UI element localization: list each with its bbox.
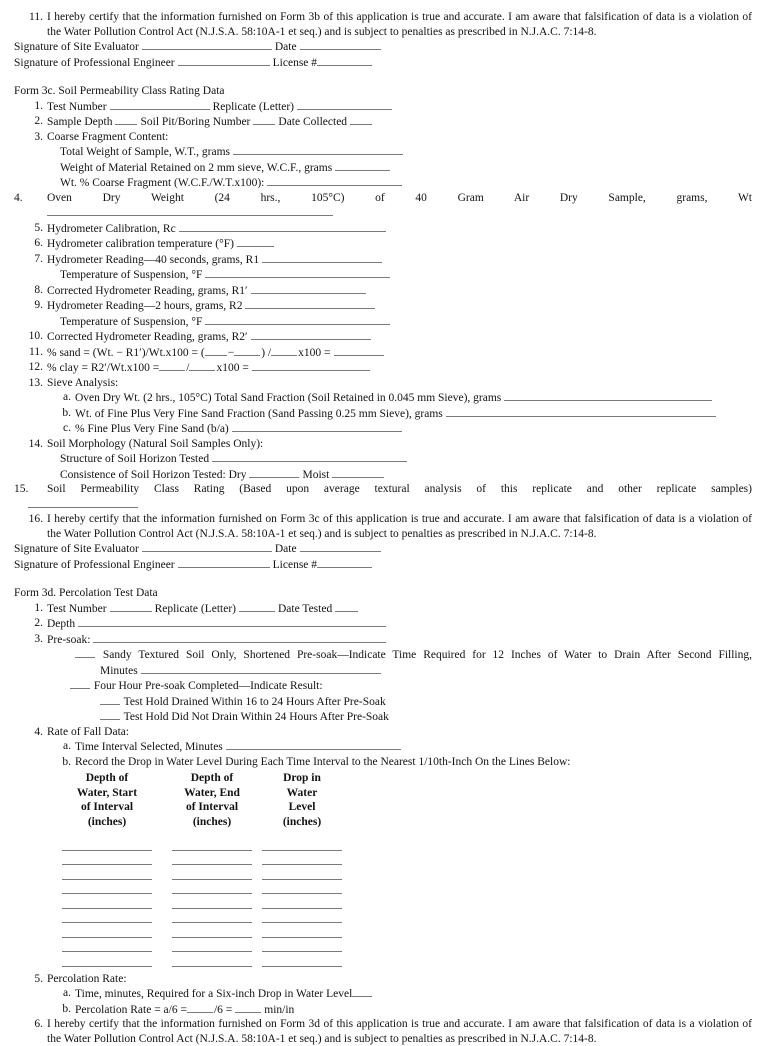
minutes-field[interactable] [141, 663, 381, 674]
fine-sand-fraction-field[interactable] [446, 406, 716, 417]
permeability-class-rating-label: Soil Permeability Class Rating (Based upon average textural analysis of this replicate and other replicate samples) [47, 483, 752, 495]
depth-start-entry-field[interactable] [62, 836, 152, 851]
consistence-moist-label: Moist [302, 468, 330, 481]
col1-header-line: of Interval [80, 801, 134, 813]
suspension-temp-40s-field[interactable] [205, 267, 390, 278]
col1-entry-lines [47, 836, 167, 967]
replicate-letter-field-3d[interactable] [239, 601, 275, 612]
corrected-reading-r2-field[interactable] [251, 329, 371, 340]
form3d-title: Form 3d. Percolation Test Data [14, 587, 158, 599]
drop-entry-field[interactable] [262, 909, 342, 924]
form3c-item-14 [14, 437, 752, 452]
item-number: 7. [34, 252, 43, 265]
soil-structure-row [14, 451, 752, 467]
col2-header-line: Water, End [184, 786, 240, 799]
oven-dry-weight-label: Oven Dry Weight (24 hrs., 105°C) of 40 Gram Air Dry Sample, grams, Wt [47, 191, 752, 204]
form3c-item-4 [14, 191, 752, 206]
depth-end-entry-field[interactable] [172, 865, 252, 880]
percolation-rate-field-2[interactable] [235, 1002, 261, 1013]
sieve-item-b [14, 406, 752, 422]
depth-end-entry-field[interactable] [172, 880, 252, 895]
depth-start-entry-field[interactable] [62, 909, 152, 924]
rate-of-fall-item-b [14, 755, 752, 770]
coarse-fragment-pct-label: Wt. % Coarse Fragment (W.C.F./W.T.x100): [60, 177, 265, 189]
four-hour-checkbox-blank[interactable] [70, 678, 90, 689]
engineer-signature-field-2[interactable] [178, 557, 270, 568]
col1-header-line: Water, Start [76, 786, 138, 799]
pct-fine-sand-field[interactable] [232, 421, 402, 432]
signature-site-evaluator-row-2 [14, 541, 752, 557]
item-number: 9. [34, 299, 43, 311]
pct-clay-x100: x100 = [216, 362, 249, 374]
total-weight-label: Total Weight of Sample, W.T., grams [60, 146, 231, 158]
hydrometer-calibration-field[interactable] [179, 221, 386, 232]
form3c-item-8 [14, 283, 752, 299]
percolation-rate-formula: Percolation Rate = a/6 = [75, 1003, 187, 1016]
depth-end-entry-field[interactable] [172, 836, 252, 851]
pct-sand-field-3[interactable] [271, 345, 297, 356]
form3d-certification-item [14, 1017, 752, 1046]
col2-entry-lines [167, 836, 257, 967]
depth-end-entry-field[interactable] [172, 938, 252, 953]
hydrometer-reading-2h-label: Hydrometer Reading—2 hours, grams, R2 [47, 300, 243, 312]
test-number-field-3d[interactable] [110, 601, 152, 612]
drop-entry-field[interactable] [262, 880, 342, 895]
replicate-letter-label: Replicate (Letter) [154, 602, 236, 615]
column-depth-end [167, 771, 257, 967]
replicate-letter-label: Replicate (Letter) [212, 100, 294, 113]
signature-site-evaluator-label: Signature of Site Evaluator [14, 543, 139, 555]
test-number-label: Test Number [47, 100, 107, 113]
drop-entry-field[interactable] [262, 952, 342, 967]
col3-header-line: Level [288, 801, 316, 813]
presoak-result-drained [14, 694, 752, 710]
soil-pit-boring-field[interactable] [253, 114, 275, 125]
percolation-rate-field-1[interactable] [187, 1002, 213, 1013]
item-number: 11. [29, 345, 43, 358]
item-number: 14. [28, 437, 43, 450]
signature-engineer-row [14, 55, 752, 71]
site-evaluator-signature-field-2[interactable] [142, 541, 272, 552]
item-number: 6. [34, 1018, 43, 1030]
corrected-reading-r2-label: Corrected Hydrometer Reading, grams, R2′ [47, 331, 248, 343]
date-label: Date [274, 41, 297, 53]
col3-entry-lines [257, 836, 347, 967]
coarse-fragment-pct-row [14, 175, 752, 191]
item-number: 8. [34, 283, 43, 296]
item-number: 12. [28, 361, 43, 373]
form3d-item-2 [14, 616, 752, 632]
total-sand-fraction-label: Oven Dry Wt. (2 hrs., 105°C) Total Sand Fraction (Soil Retained in 0.045 mm Sieve), grams [75, 392, 502, 404]
letter: a. [63, 740, 71, 752]
corrected-reading-r1-label: Corrected Hydrometer Reading, grams, R1′ [47, 284, 248, 297]
col2-header-line: of Interval [185, 801, 239, 813]
test-number-field[interactable] [110, 99, 210, 110]
drop-entry-field[interactable] [262, 851, 342, 866]
form3c-item-7 [14, 252, 752, 268]
letter: b. [62, 755, 71, 768]
form3c-certification-item [14, 512, 752, 541]
depth-end-entry-field[interactable] [172, 909, 252, 924]
depth-start-entry-field[interactable] [62, 952, 152, 967]
sample-depth-field[interactable] [115, 114, 137, 125]
calibration-temperature-label: Hydrometer calibration temperature (°F) [47, 238, 234, 250]
col1-header-line: Depth of [85, 772, 129, 784]
form3c-item-15 [14, 482, 752, 497]
col3-header-line: Water [286, 786, 318, 799]
signature-site-evaluator-label: Signature of Site Evaluator [14, 41, 139, 53]
time-interval-field[interactable] [226, 739, 401, 750]
presoak-minutes-row [14, 663, 752, 679]
pct-fine-sand-label: % Fine Plus Very Fine Sand (b/a) [75, 423, 229, 435]
depth-start-entry-field[interactable] [62, 851, 152, 866]
soil-consistence-row [14, 467, 752, 483]
column-depth-start [47, 771, 167, 967]
item-number: 1. [34, 99, 43, 112]
pct-sand-formula: % sand = (Wt. − R1′)/Wt.x100 = ( [47, 346, 205, 359]
item-number: 4. [34, 725, 43, 738]
license-label: License # [272, 56, 318, 69]
sample-depth-label: Sample Depth [47, 116, 113, 128]
percolation-item-b [14, 1002, 752, 1018]
date-field[interactable] [300, 39, 381, 50]
depth-field[interactable] [78, 616, 386, 627]
soil-pit-boring-label: Soil Pit/Boring Number [140, 116, 251, 128]
letter: b. [62, 406, 71, 419]
sieve-item-c [14, 421, 752, 437]
pct-clay-field-2[interactable] [189, 360, 215, 371]
four-hour-option-text: Four Hour Pre-soak Completed—Indicate Result: [93, 680, 323, 692]
form3d-item-3 [14, 632, 752, 648]
pct-sand-field-1[interactable] [205, 345, 227, 356]
weight-retained-field[interactable] [335, 160, 390, 171]
not-drained-checkbox-blank[interactable] [100, 709, 120, 720]
date-tested-field[interactable] [335, 601, 358, 612]
sandy-soil-option-text: Sandy Textured Soil Only, Shortened Pre-soak—Indicate Time Required for 12 Inches of Water to Drain After Second Filling, [102, 649, 752, 661]
depth-end-entry-field[interactable] [172, 923, 252, 938]
hydrometer-calibration-label: Hydrometer Calibration, Rc [47, 222, 176, 235]
date-collected-field[interactable] [350, 114, 372, 125]
time-interval-label: Time Interval Selected, Minutes [75, 741, 223, 753]
form3c-item-3 [14, 130, 752, 145]
item-number: 3. [34, 632, 43, 645]
soil-structure-label: Structure of Soil Horizon Tested [60, 453, 210, 465]
form3c-item-11 [14, 345, 752, 361]
form3d-item-4 [14, 725, 752, 740]
col2-header-line: Depth of [190, 772, 234, 784]
depth-start-entry-field[interactable] [62, 894, 152, 909]
consistence-dry-label: Consistence of Soil Horizon Tested: Dry [60, 468, 247, 481]
hydrometer-reading-2h-field[interactable] [245, 298, 375, 309]
pct-clay-divide: / [186, 362, 190, 374]
item-number: 4. [14, 191, 23, 204]
item-number: 10. [28, 330, 43, 342]
form3d-certification-text: I hereby certify that the information furnished on Form 3d of this application is true and accurate. I am aware that falsification of data is a violation of the Water Pollution Control Act (N.J.S.A. 58:10A-1 et seq.) and is subject to penalties as prescribed in N.J.A.C. 7:14-8. [47, 1018, 752, 1045]
depth-end-entry-field[interactable] [172, 952, 252, 967]
drop-entry-field[interactable] [262, 894, 342, 909]
form3b-certification-item [14, 10, 752, 39]
date-collected-label: Date Collected [278, 116, 348, 128]
presoak-option-sandy [14, 647, 752, 663]
site-evaluator-signature-field[interactable] [142, 39, 272, 50]
soil-morphology-heading: Soil Morphology (Natural Soil Samples Only): [47, 437, 264, 450]
pct-clay-result-field[interactable] [252, 360, 370, 371]
engineer-signature-field[interactable] [178, 55, 270, 66]
consistence-dry-field[interactable] [249, 467, 299, 478]
depth-start-entry-field[interactable] [62, 865, 152, 880]
pct-sand-divide: ) / [261, 346, 272, 359]
suspension-temp-2h-field[interactable] [205, 314, 390, 325]
signature-engineer-label: Signature of Professional Engineer [14, 56, 175, 69]
coarse-fragment-pct-field[interactable] [267, 175, 402, 186]
hydrometer-reading-40s-field[interactable] [262, 252, 382, 263]
form3c-item-12 [14, 360, 752, 376]
coarse-fragment-heading: Coarse Fragment Content: [47, 130, 169, 143]
depth-end-entry-field[interactable] [172, 894, 252, 909]
sieve-item-a [14, 390, 752, 406]
drop-entry-field[interactable] [262, 938, 342, 953]
not-drained-option-text: Test Hold Did Not Drain Within 24 Hours After Pre-Soak [123, 711, 389, 723]
depth-end-entry-field[interactable] [172, 851, 252, 866]
col1-header-line: (inches) [87, 815, 127, 828]
test-number-label: Test Number [47, 602, 107, 615]
form3b-certification-text: I hereby certify that the information furnished on Form 3b of this application is true and accurate. I am aware that falsification of data is a violation of the Water Pollution Control Act (N.J.S.A. 58:10A-1 et seq.) and is subject to penalties as prescribed in N.J.A.C. 7:14-8. [47, 11, 752, 38]
rate-of-fall-item-a [14, 739, 752, 755]
depth-label: Depth [47, 618, 76, 630]
item-number: 5. [34, 221, 43, 234]
presoak-label: Pre-soak: [47, 633, 91, 646]
pct-sand-minus: − [227, 346, 235, 359]
weight-retained-label: Weight of Material Retained on 2 mm sieve, W.C.F., grams [60, 161, 333, 174]
drop-entry-field[interactable] [262, 836, 342, 851]
hydrometer-reading-40s-label: Hydrometer Reading—40 seconds, grams, R1 [47, 253, 260, 266]
total-weight-field[interactable] [233, 144, 403, 155]
form3c-item-6 [14, 236, 752, 252]
item-number: 3. [34, 130, 43, 143]
weight-retained-row [14, 160, 752, 176]
column-drop-in-level [257, 771, 347, 967]
pct-clay-formula: % clay = R2′/Wt.x100 = [47, 362, 160, 374]
oven-dry-weight-blank-row [14, 205, 752, 221]
letter: a. [63, 987, 71, 999]
sandy-soil-checkbox-blank[interactable] [75, 647, 95, 658]
suspension-temp-2h-row [14, 314, 752, 330]
item-number: 5. [34, 972, 43, 985]
item-number: 15. [14, 483, 29, 495]
item-number: 6. [34, 237, 43, 249]
permeability-rating-blank-row [14, 497, 752, 513]
item-number: 2. [34, 115, 43, 127]
license-label: License # [272, 558, 318, 571]
col3-header-line: (inches) [282, 815, 322, 828]
minutes-label: Minutes [100, 664, 138, 677]
date-label: Date [274, 543, 297, 555]
form3c-item-10 [14, 329, 752, 345]
drop-entry-field[interactable] [262, 923, 342, 938]
rate-of-fall-table [47, 771, 752, 967]
depth-start-entry-field[interactable] [62, 923, 152, 938]
permeability-rating-field[interactable] [28, 497, 138, 508]
pct-sand-result-field[interactable] [334, 345, 384, 356]
drained-checkbox-blank[interactable] [100, 694, 120, 705]
item-number: 13. [28, 376, 43, 389]
col2-header-line: (inches) [192, 815, 232, 828]
pct-sand-field-2[interactable] [234, 345, 260, 356]
form3c-item-5 [14, 221, 752, 237]
form3c-item-2 [14, 114, 752, 130]
six-inch-drop-field[interactable] [352, 986, 372, 997]
total-sand-fraction-field[interactable] [504, 390, 712, 401]
suspension-temp-label: Temperature of Suspension, °F [60, 315, 203, 328]
item-number: 11. [29, 11, 43, 23]
signature-site-evaluator-row [14, 39, 752, 55]
percolation-item-a [14, 986, 752, 1002]
presoak-field[interactable] [93, 632, 386, 643]
depth-start-entry-field[interactable] [62, 880, 152, 895]
item-number: 2. [34, 617, 43, 629]
six-inch-drop-label: Time, minutes, Required for a Six-inch Drop in Water Level [75, 988, 353, 1000]
oven-dry-weight-field[interactable] [47, 205, 333, 216]
item-number: 16. [28, 513, 43, 525]
signature-engineer-label: Signature of Professional Engineer [14, 558, 175, 571]
percolation-rate-div6: /6 = [213, 1003, 233, 1016]
drained-option-text: Test Hold Drained Within 16 to 24 Hours After Pre-Soak [123, 695, 386, 708]
form3c-item-9 [14, 298, 752, 314]
min-per-in-label: min/in [264, 1003, 295, 1016]
rate-of-fall-heading: Rate of Fall Data: [47, 725, 130, 738]
suspension-temp-40s-row [14, 267, 752, 283]
soil-structure-field[interactable] [212, 451, 407, 462]
date-tested-label: Date Tested [277, 602, 333, 615]
drop-entry-field[interactable] [262, 865, 342, 880]
calibration-temperature-field[interactable] [237, 236, 274, 247]
signature-engineer-row-2 [14, 557, 752, 573]
percolation-rate-heading: Percolation Rate: [47, 972, 127, 985]
sieve-analysis-heading: Sieve Analysis: [47, 376, 119, 389]
form3c-item-1 [14, 99, 752, 115]
date-field-2[interactable] [300, 541, 381, 552]
license-number-field-2[interactable] [317, 557, 372, 568]
item-number: 1. [34, 601, 43, 614]
fine-sand-fraction-label: Wt. of Fine Plus Very Fine Sand Fraction (Sand Passing 0.25 mm Sieve), grams [75, 407, 443, 420]
license-number-field[interactable] [317, 55, 372, 66]
pct-clay-field-1[interactable] [159, 360, 185, 371]
col3-header-line: Drop in [283, 772, 321, 784]
letter: a. [63, 391, 71, 403]
replicate-letter-field[interactable] [297, 99, 392, 110]
pct-sand-x100: x100 = [298, 346, 331, 359]
letter: c. [63, 422, 71, 434]
corrected-reading-r1-field[interactable] [251, 283, 366, 294]
letter: b. [62, 1002, 71, 1015]
presoak-option-four-hour [14, 678, 752, 694]
form3c-certification-text: I hereby certify that the information furnished on Form 3c of this application is true and accurate. I am aware that falsification of data is a violation of the Water Pollution Control Act (N.J.S.A. 58:10A-1 et seq.) and is subject to penalties as prescribed in N.J.A.C. 7:14-8. [47, 513, 752, 540]
depth-start-entry-field[interactable] [62, 938, 152, 953]
total-weight-row [14, 144, 752, 160]
form3d-item-5 [14, 972, 752, 987]
form3d-item-1 [14, 601, 752, 617]
form3c-title: Form 3c. Soil Permeability Class Rating Data [14, 85, 225, 97]
suspension-temp-label: Temperature of Suspension, °F [60, 269, 203, 281]
record-drop-instruction: Record the Drop in Water Level During Each Time Interval to the Nearest 1/10th-Inch On the Lines Below: [75, 755, 571, 768]
presoak-result-not-drained [14, 709, 752, 725]
form3c-item-13 [14, 376, 752, 391]
consistence-moist-field[interactable] [332, 467, 384, 478]
